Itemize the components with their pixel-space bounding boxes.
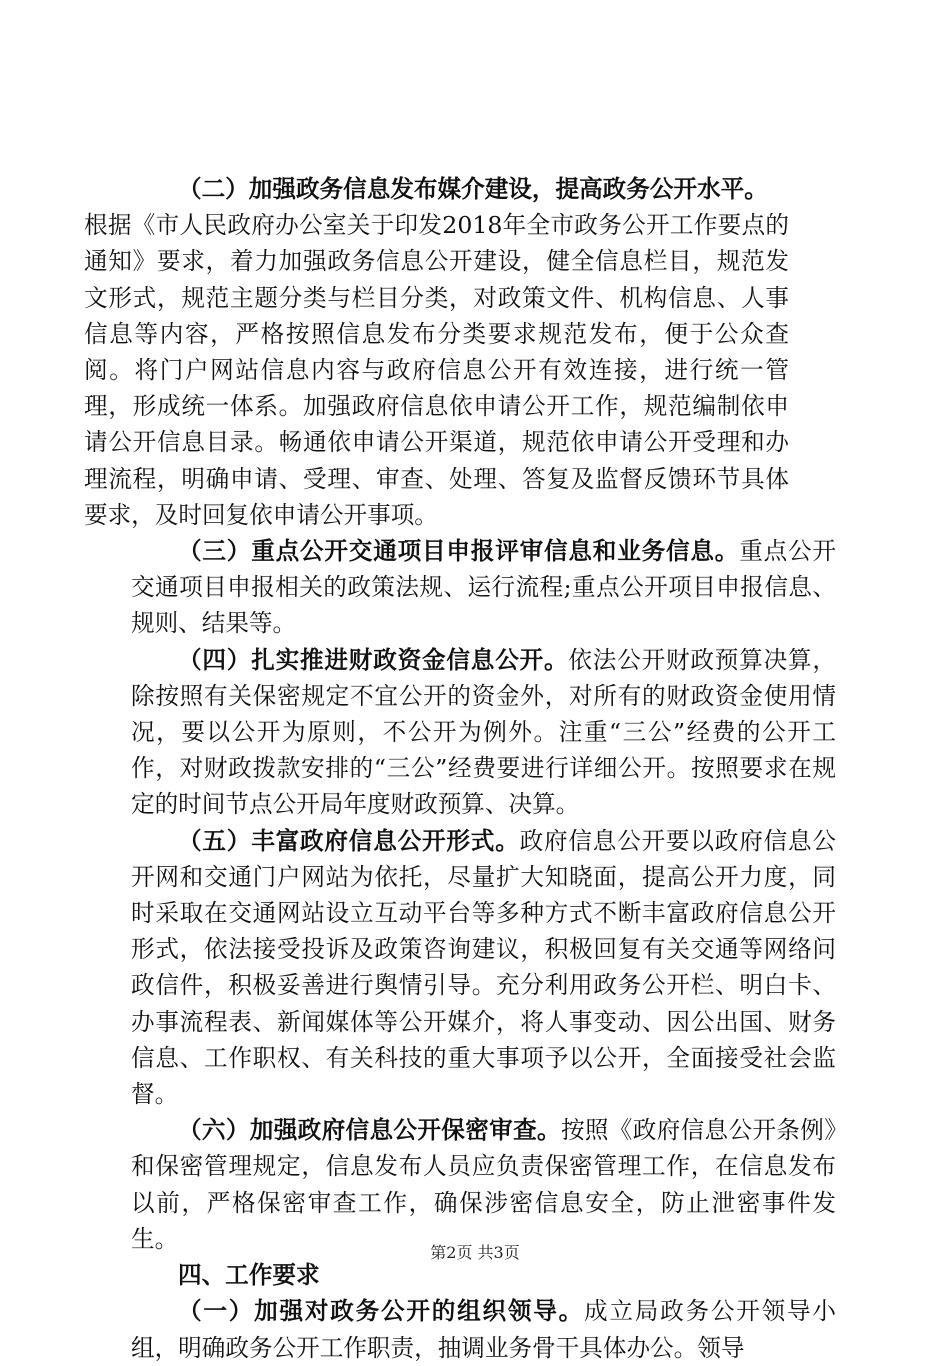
section-heading: （二）加强政务信息发布媒介建设，提高政务公开水平。: [178, 175, 768, 203]
section-heading: （三）重点公开交通项目申报评审信息和业务信息。: [178, 537, 740, 566]
paragraph-5: [131, 823, 836, 1113]
section-heading: （一）加强对政务公开的组织领导。: [178, 1297, 585, 1326]
paragraph-text: 重点公开交通项目申报相关的政策法规、运行流程;重点公开项目申报信息、规则、结果等。: [131, 537, 837, 638]
paragraph-text: 根据《市人民政府办公室关于印发2018年全市政务公开工作要点的通知》要求，着力加强政务信息公开建设，健全信息栏目，规范发文形式，规范主题分类与栏目分类，对政策文件、机构信息、人事信息等内容，严格按照信息发布分类要求规范发布，便于公众查阅。将门户网站信息内容与政府信息公开有效连接，进行统一管理，形成统一体系。加强政府信息依申请公开工作，规范编制依申请公开信息目录。畅通依申请公开渠道，规范依申请公开受理和办理流程，明确申请、受理、审查、处理、答复及监督反馈环节具体要求，及时回复依申请公开事项。: [84, 211, 789, 529]
page-footer: 第2页 共3页: [430, 1243, 520, 1262]
paragraph-7: [131, 1293, 836, 1365]
section-heading: 四、工作要求: [178, 1261, 320, 1290]
document-body: [84, 171, 837, 1366]
paragraph-2: [84, 171, 836, 533]
paragraph-text: 依法公开财政预算决算，除按照有关保密规定不宜公开的资金外，对所有的财政资金使用情况，要以公开为原则，不公开为例外。注重“三公”经费的公开工作，对财政拨款安排的“三公”经费要进行详细公开。按照要求在规定的时间节点公开局年度财政预算、决算。: [131, 645, 837, 819]
paragraph-text: 政府信息公开要以政府信息公开网和交通门户网站为依托，尽量扩大知晓面，提高公开力度，同时采取在交通网站设立互动平台等多种方式不断丰富政府信息公开形式，依法接受投诉及政策咨询建议，积极回复有关交通等网络问政信件，积极妥善进行舆情引导。充分利用政务公开栏、明白卡、办事流程表、新闻媒体等公开媒介，将人事变动、因公出国、财务信息、工作职权、有关科技的重大事项予以公开，全面接受社会监督。: [131, 826, 837, 1109]
section-heading: （六）加强政府信息公开保密审查。: [178, 1116, 561, 1145]
section-heading: （四）扎实推进财政资金信息公开。: [178, 645, 569, 674]
paragraph-text: 成立局政务公开领导小组，明确政务公开工作职责，抽调业务骨干具体办公。领导: [131, 1297, 837, 1362]
paragraph-4: [131, 642, 836, 823]
paragraph-3: [131, 533, 836, 642]
section-heading: （五）丰富政府信息公开形式。: [178, 826, 520, 855]
paragraph-6: [131, 1112, 836, 1257]
paragraph-text: 按照《政府信息公开条例》和保密管理规定，信息发布人员应负责保密管理工作，在信息发布以前，严格保密审查工作，确保涉密信息安全，防止泄密事件发生。: [131, 1116, 836, 1253]
